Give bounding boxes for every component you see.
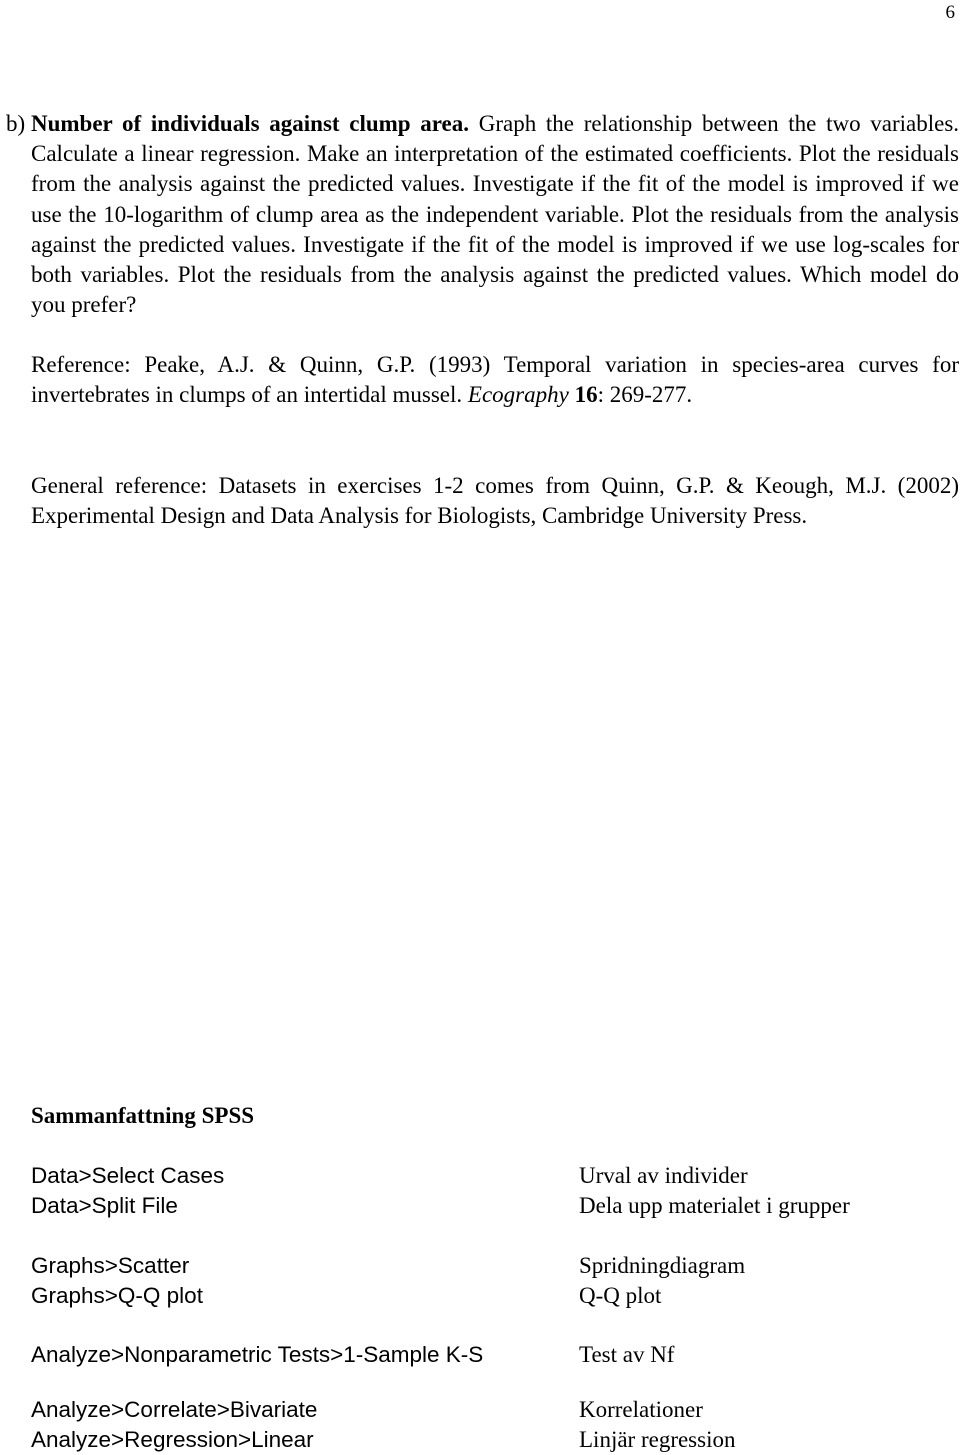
menu-path-qq-plot: Graphs>Q-Q plot: [31, 1283, 203, 1308]
translation-linear: Linjär regression: [579, 1427, 736, 1452]
reference-pages: : 269-277.: [597, 382, 693, 408]
exercise-b-paragraph: [31, 109, 959, 320]
menu-path-scatter: Graphs>Scatter: [31, 1253, 190, 1278]
menu-path-linear: Analyze>Regression>Linear: [31, 1427, 314, 1452]
reference-journal: Ecography: [467, 382, 569, 408]
translation-select-cases: Urval av individer: [579, 1163, 748, 1188]
page-number: 6: [945, 2, 955, 23]
translation-scatter: Spridningdiagram: [579, 1253, 746, 1278]
menu-path-bivariate: Analyze>Correlate>Bivariate: [31, 1397, 318, 1422]
translation-qq-plot: Q-Q plot: [579, 1283, 662, 1308]
reference-prefix: Reference: Peake, A.J. & Quinn, G.P. (1993) Temporal variation in species-area curves for invertebrates in clumps of an intertidal mussel.: [31, 352, 959, 408]
general-reference: General reference: Datasets in exercises 1-2 comes from Quinn, G.P. & Keough, M.J. (2002) Experimental Design and Data Analysis for Biologists, Cambridge University Press.: [31, 473, 959, 529]
menu-path-select-cases: Data>Select Cases: [31, 1163, 225, 1188]
translation-ks-test: Test av Nf: [579, 1342, 675, 1367]
reference-volume: 16: [574, 382, 598, 408]
exercise-b-title: Number of individuals against clump area.: [31, 111, 470, 136]
summary-heading: Sammanfattning SPSS: [31, 1103, 255, 1128]
translation-bivariate: Korrelationer: [579, 1397, 703, 1422]
menu-path-ks-test: Analyze>Nonparametric Tests>1-Sample K-S: [31, 1342, 484, 1367]
menu-path-split-file: Data>Split File: [31, 1193, 178, 1218]
exercise-b-body: Graph the relationship between the two variables. Calculate a linear regression. Make an interpretation of the estimated coefficients. Plot the residuals from the analysis against the predicted values. Investigate if the fit of the model is improved if we use the 10-logarithm of clump area as the independent variable. Plot the residuals from the analysis against the predicted values. Investigate if the fit of the model is improved if we use log-scales for both variables. Plot the residuals from the analysis against the predicted values. Which model do you prefer?: [31, 111, 960, 318]
reference-paragraph: [31, 350, 959, 410]
exercise-label: b): [6, 111, 26, 136]
translation-split-file: Dela upp materialet i grupper: [579, 1193, 850, 1218]
